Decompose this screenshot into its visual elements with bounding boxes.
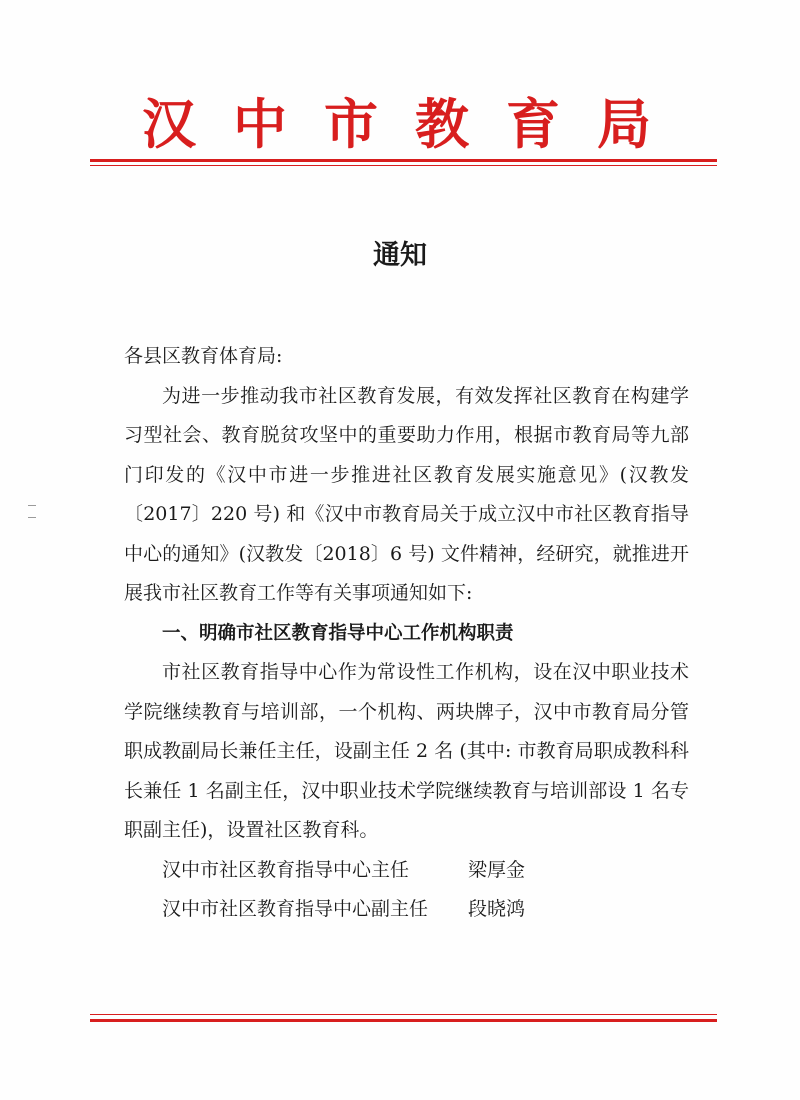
paragraph: 为进一步推动我市社区教育发展，有效发挥社区教育在构建学习型社会、教育脱贫攻坚中的重要助力作用，根据市教育局等九部门印发的《汉中市进一步推进社区教育发展实施意见》(汉教发〔2017〕220 号) 和《汉中市教育局关于成立汉中市社区教育指导中心的通知》(汉教发〔2018〕6 号) 文件精神，经研究，就推进开展我市社区教育工作等有关事项通知如下: [124, 384, 689, 604]
appointment-role: 汉中市社区教育指导中心副主任 [162, 898, 429, 920]
paragraph: 市社区教育指导中心作为常设性工作机构，设在汉中职业技术学院继续教育与培训部，一个机构、两块牌子，汉中市教育局分管职成教副局长兼任主任，设副主任 2 名 (其中: 市教育局职成教科科长兼任 1 名副主任，汉中职业技术学院继续教育与培训部设 1 名专职副主任)，设置社区教育科。 [124, 661, 689, 841]
salutation: 各县区教育体育局: [124, 345, 283, 367]
binding-mark [28, 505, 36, 506]
appointment-name: 段晓鸿 [468, 898, 526, 920]
letterhead-rule-top-thin [90, 165, 717, 166]
appointment-row [124, 851, 689, 891]
appointment-row [124, 890, 689, 930]
letterhead-title: 汉中市教育局 [142, 92, 688, 156]
document-title: 通知 [373, 240, 427, 271]
letterhead-rule-top-thick [90, 159, 717, 162]
footer-rule-thick [90, 1019, 717, 1022]
footer-rule-thin [90, 1014, 717, 1015]
binding-mark [28, 517, 36, 518]
section-heading: 一、明确市社区教育指导中心工作机构职责 [162, 622, 514, 644]
appointment-name: 梁厚金 [468, 858, 526, 881]
document-body [124, 337, 689, 930]
appointment-role: 汉中市社区教育指导中心主任 [162, 858, 410, 881]
